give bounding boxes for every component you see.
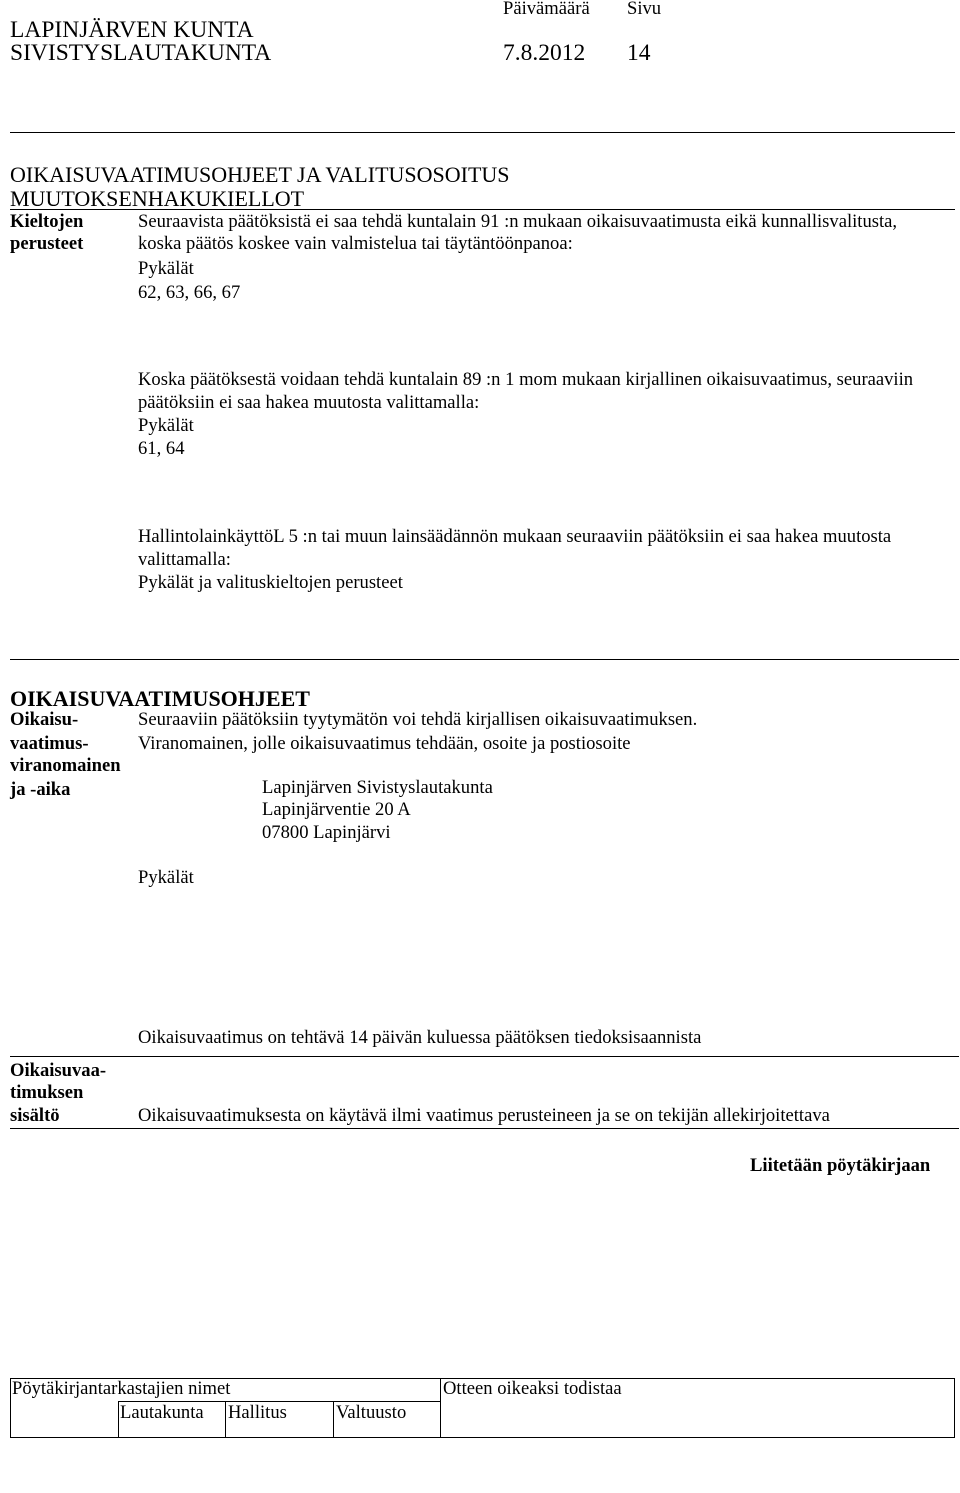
box-right-border (954, 1378, 955, 1437)
row-divider (10, 1128, 959, 1129)
ban-paragraph-line: koska päätös koskee vain valmistelua tai täytäntöönpanoa: (138, 233, 573, 254)
authority-label-line: Oikaisu- (10, 709, 79, 730)
sections-label: Pykälät (138, 867, 194, 888)
address-line: Lapinjärventie 20 A (262, 799, 411, 820)
board-name: SIVISTYSLAUTAKUNTA (10, 40, 272, 66)
address-line: Lapinjärven Sivistyslautakunta (262, 777, 493, 798)
box-cell-divider (225, 1401, 226, 1437)
authority-label-line: ja -aika (10, 779, 71, 800)
instructions-title: OIKAISUVAATIMUSOHJEET (10, 686, 310, 711)
section-divider (10, 659, 959, 660)
body-executive: Hallitus (228, 1402, 287, 1423)
ban-paragraph-line: HallintolainkäyttöL 5 :n tai muun lainsäädännön mukaan seuraaviin päätöksiin ei saa hakea muutosta (138, 526, 892, 547)
section-subtitle: MUUTOKSENHAKUKIELLOT (10, 186, 305, 211)
address-line: 07800 Lapinjärvi (262, 822, 391, 843)
date-label: Päivämäärä (503, 0, 590, 19)
meeting-date: 7.8.2012 (503, 40, 586, 66)
body-board: Lautakunta (120, 1402, 204, 1423)
content-label-line: Oikaisuvaa- (10, 1060, 107, 1081)
page-label: Sivu (627, 0, 662, 19)
deadline-text: Oikaisuvaatimus on tehtävä 14 päivän kuluessa päätöksen tiedoksisaannista (138, 1027, 702, 1048)
ban-paragraph-line: Koska päätöksestä voidaan tehdä kuntalain 89 :n 1 mom mukaan kirjallinen oikaisuvaatimus, seuraaviin (138, 369, 914, 390)
page-number: 14 (627, 40, 651, 66)
authority-label-line: viranomainen (10, 755, 121, 776)
box-bottom-border (10, 1437, 955, 1438)
sections-list: 62, 63, 66, 67 (138, 282, 241, 303)
sections-label: Pykälät (138, 415, 194, 436)
content-label-line: timuksen (10, 1082, 84, 1103)
authority-intro: Viranomainen, jolle oikaisuvaatimus tehdään, osoite ja postiosoite (138, 733, 631, 754)
body-council: Valtuusto (336, 1402, 407, 1423)
grounds-label-line: perusteet (10, 233, 84, 254)
ban-paragraph-line: Seuraavista päätöksistä ei saa tehdä kuntalain 91 :n mukaan oikaisuvaatimusta eikä kunnallisvalitusta, (138, 211, 898, 232)
ban-paragraph-line: päätöksiin ei saa hakea muutosta valittamalla: (138, 392, 480, 413)
certified-label: Otteen oikeaksi todistaa (443, 1378, 622, 1399)
authority-label-line: vaatimus- (10, 733, 89, 754)
inspectors-label: Pöytäkirjantarkastajien nimet (12, 1378, 231, 1399)
header-divider (10, 132, 955, 133)
row-divider (10, 1056, 959, 1057)
grounds-label-line: Kieltojen (10, 211, 84, 232)
sections-label: Pykälät ja valituskieltojen perusteet (138, 572, 403, 593)
instructions-intro: Seuraaviin päätöksiin tyytymätön voi tehdä kirjallisen oikaisuvaatimuksen. (138, 709, 698, 730)
ban-paragraph-line: valittamalla: (138, 549, 231, 570)
organization-name: LAPINJÄRVEN KUNTA (10, 17, 254, 43)
sections-list: 61, 64 (138, 438, 185, 459)
attachment-note: Liitetään pöytäkirjaan (750, 1155, 931, 1176)
box-cell-divider (118, 1401, 119, 1437)
box-left-border (10, 1378, 11, 1437)
section-title: OIKAISUVAATIMUSOHJEET JA VALITUSOSOITUS (10, 162, 510, 187)
content-label-line: sisältö (10, 1105, 60, 1126)
box-column-divider (440, 1378, 441, 1437)
sections-label: Pykälät (138, 258, 194, 279)
box-cell-divider (333, 1401, 334, 1437)
content-requirements: Oikaisuvaatimuksesta on käytävä ilmi vaatimus perusteineen ja se on tekijän allekirjoitettava (138, 1105, 830, 1126)
